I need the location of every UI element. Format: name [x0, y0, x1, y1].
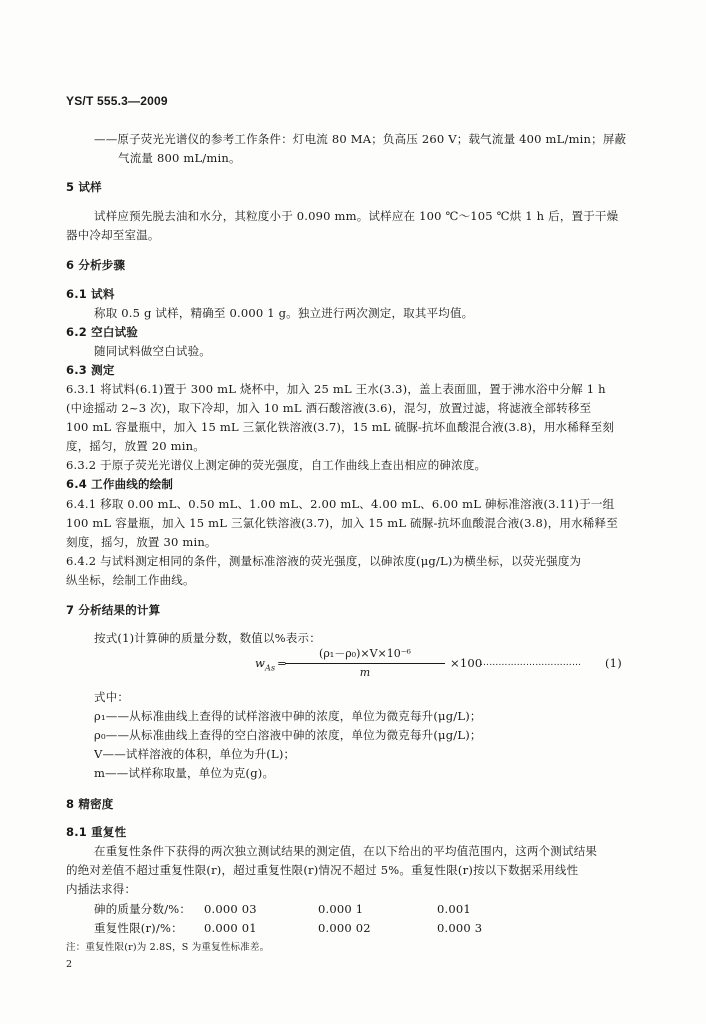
- paragraph-line: 随同试料做空白试验。: [94, 344, 211, 358]
- formula-leader-dots: ……………………………: [480, 658, 582, 668]
- paragraph-line: 试样应预先脱去油和水分，其粒度小于 0.090 mm。试样应在 100 ℃～105 ℃烘 1 h 后，置于干燥: [94, 209, 619, 223]
- section-heading: 5 试样: [66, 180, 102, 194]
- table-cell: 砷的质量分数/%：: [94, 902, 192, 916]
- table-cell: 重复性限(r)/%：: [94, 921, 183, 935]
- subsection-heading: 6.4 工作曲线的绘制: [66, 477, 174, 491]
- paragraph-line: 在重复性条件下获得的两次独立测试结果的测定值，在以下给出的平均值范围内，这两个测试结果: [94, 844, 598, 858]
- paragraph-line: 6.3.1 将试料(6.1)置于 300 mL 烧杯中，加入 25 mL 王水(3.3)，盖上表面皿，置于沸水浴中分解 1 h: [66, 382, 606, 396]
- subsection-heading: 8.1 重复性: [66, 825, 127, 839]
- table-cell: 0.000 01: [204, 921, 257, 935]
- symbol-definition: ρ₀——从标准曲线上查得的空白溶液中砷的浓度，单位为微克每升(μg/L)；: [94, 728, 482, 742]
- symbol-definition: V——试样溶液的体积，单位为升(L)；: [94, 747, 296, 761]
- paragraph-line: 的绝对差值不超过重复性限(r)，超过重复性限(r)情况不超过 5%。重复性限(r)按以下数据采用线性: [66, 863, 579, 877]
- subsection-heading: 6.2 空白试验: [66, 325, 138, 339]
- formula-equals: =: [277, 656, 287, 670]
- table-cell: 0.000 02: [318, 921, 371, 935]
- paragraph-line: 度，摇匀，放置 20 min。: [66, 439, 205, 453]
- equation-1: [255, 645, 635, 685]
- paragraph-line: 6.3.2 于原子荧光光谱仪上测定砷的荧光强度，自工作曲线上查出相应的砷浓度。: [66, 458, 487, 472]
- formula-numerator: (ρ₁－ρ₀)×V×10⁻⁶: [285, 645, 445, 664]
- section-heading: 8 精密度: [66, 797, 114, 811]
- table-cell: 0.000 03: [204, 902, 257, 916]
- paragraph-line: 按式(1)计算砷的质量分数，数值以%表示：: [94, 631, 321, 645]
- paragraph-line: 100 mL 容量瓶，加入 15 mL 三氯化铁溶液(3.7)，加入 15 mL 硫脲-抗坏血酸混合液(3.8)，用水稀释至: [66, 516, 618, 530]
- paragraph-line: 内插法求得：: [66, 882, 137, 896]
- formula-denominator: m: [359, 666, 371, 679]
- formula-lhs-subscript: As: [265, 663, 276, 673]
- page-number: 2: [66, 959, 73, 970]
- paragraph-line: 纵坐标，绘制工作曲线。: [66, 573, 195, 587]
- table-cell: 0.000 1: [318, 902, 364, 916]
- subsection-heading: 6.1 试料: [66, 287, 115, 301]
- standard-number-header: YS/T 555.3—2009: [66, 94, 168, 108]
- paragraph-line: 100 mL 容量瓶中，加入 15 mL 三氯化铁溶液(3.7)，15 mL 硫脲-抗坏血酸混合液(3.8)，用水稀释至刻: [66, 420, 615, 434]
- paragraph-line: 器中冷却至室温。: [66, 228, 160, 242]
- table-cell: 0.000 3: [437, 921, 483, 935]
- symbol-definition: m——试样称取量，单位为克(g)。: [94, 766, 275, 780]
- paragraph-line: (中途摇动 2~3 次)，取下冷却，加入 10 mL 酒石酸溶液(3.6)，混匀，放置过滤，将滤液全部转移至: [66, 401, 592, 415]
- subsection-heading: 6.3 测定: [66, 363, 115, 377]
- table-note: 注：重复性限(r)为 2.8S，S 为重复性标准差。: [66, 942, 270, 953]
- formula-number: (1): [605, 656, 622, 670]
- paragraph-line: 6.4.2 与试料测定相同的条件，测量标准溶液的荧光强度，以砷浓度(μg/L)为横坐标，以荧光强度为: [66, 554, 582, 568]
- formula-fraction: [285, 645, 445, 679]
- paragraph-line: ——原子荧光光谱仪的参考工作条件：灯电流 80 MA；负高压 260 V；载气流量 400 mL/min；屏蔽: [94, 132, 627, 146]
- paragraph-line: 称取 0.5 g 试样，精确至 0.000 1 g。独立进行两次测定，取其平均值。: [94, 306, 474, 320]
- paragraph-line: 6.4.1 移取 0.00 mL、0.50 mL、1.00 mL、2.00 mL、4.00 mL、6.00 mL 砷标准溶液(3.11)于一组: [66, 497, 615, 511]
- paragraph-line: 气流量 800 mL/min。: [118, 151, 241, 165]
- paragraph-line: 式中：: [94, 690, 130, 704]
- paragraph-line: 刻度，摇匀，放置 30 min。: [66, 535, 217, 549]
- symbol-definition: ρ₁——从标准曲线上查得的试样溶液中砷的浓度，单位为微克每升(μg/L)；: [94, 709, 482, 723]
- section-heading: 7 分析结果的计算: [66, 603, 161, 617]
- table-cell: 0.001: [437, 902, 471, 916]
- section-heading: 6 分析步骤: [66, 258, 126, 272]
- formula-multiplier: ×100: [450, 656, 483, 670]
- formula-lhs: $w_{As}$: [255, 656, 276, 673]
